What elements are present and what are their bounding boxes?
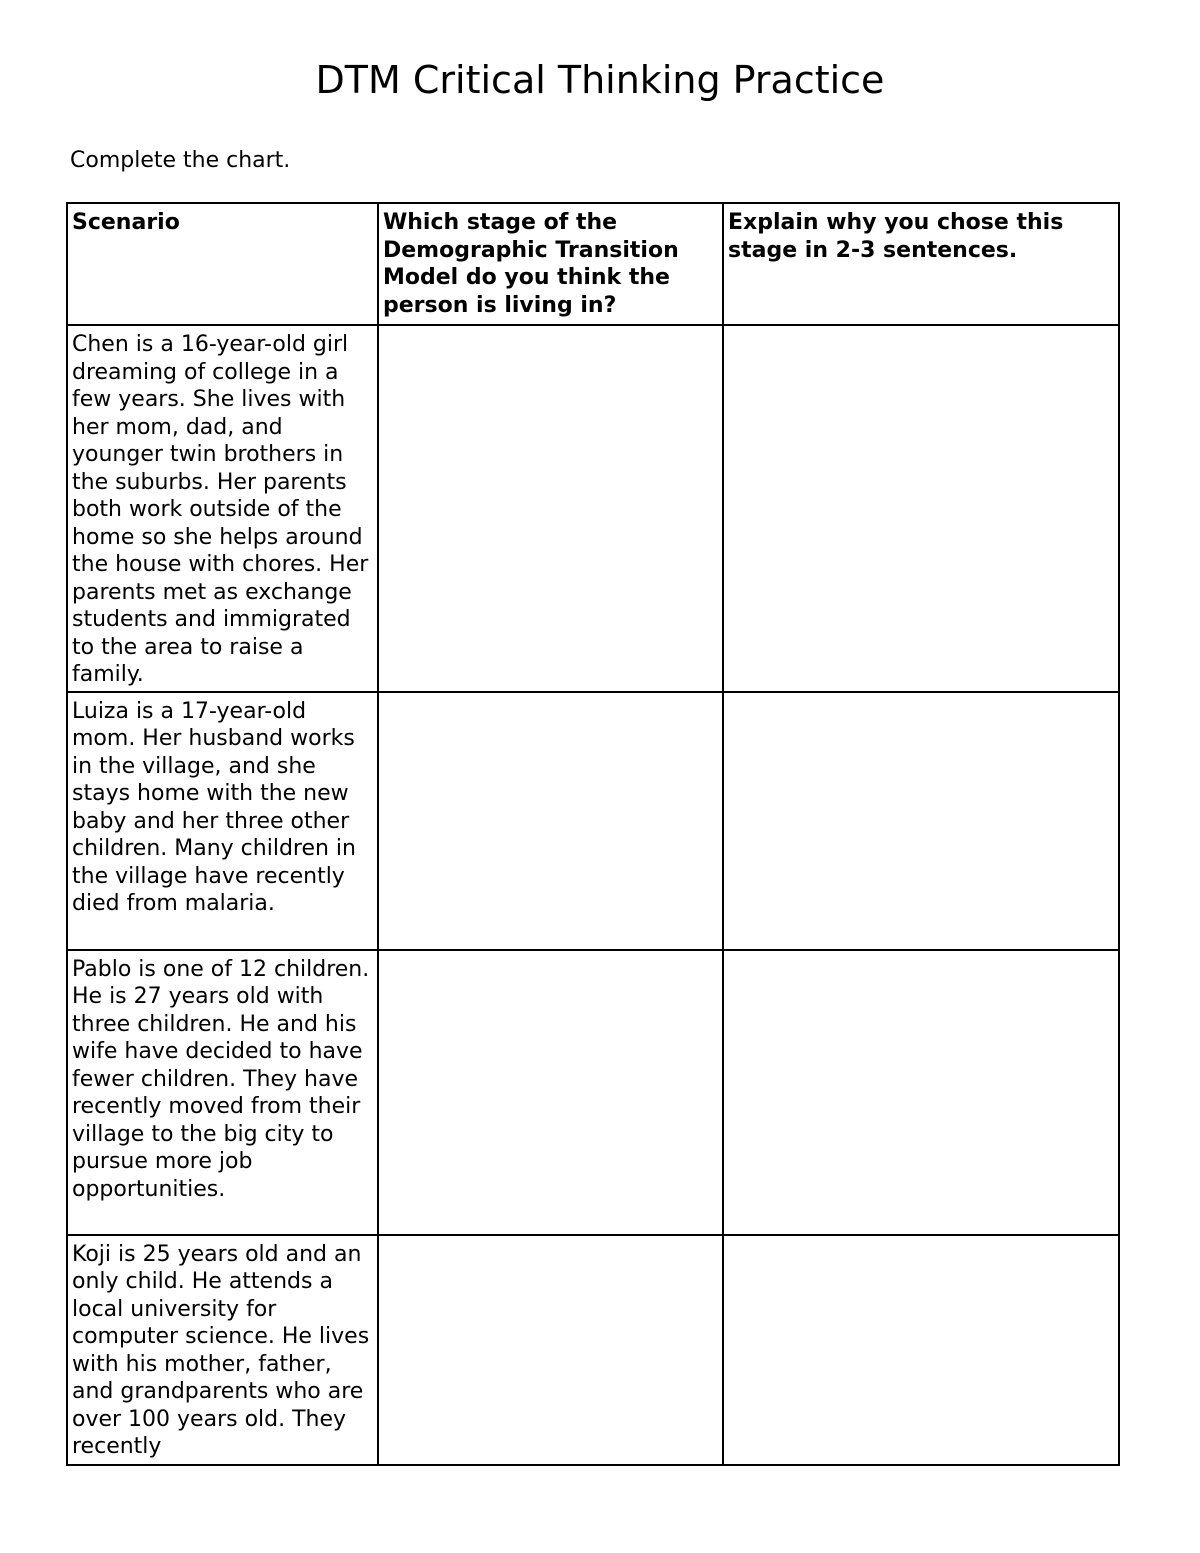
header-scenario: Scenario <box>67 203 378 325</box>
scenario-cell-pablo: Pablo is one of 12 children. He is 27 years old with three children. He and his wife have decided to have fewer children. They have recently moved from their village to the big city to pursue more job opportunities. <box>67 950 378 1235</box>
stage-answer-cell[interactable] <box>378 1235 723 1465</box>
page-title: DTM Critical Thinking Practice <box>315 58 885 102</box>
header-explain: Explain why you chose this stage in 2-3 sentences. <box>723 203 1119 325</box>
explain-answer-cell[interactable] <box>723 950 1119 1235</box>
instructions-text: Complete the chart. <box>70 148 291 173</box>
stage-answer-cell[interactable] <box>378 950 723 1235</box>
table-row <box>67 325 1119 692</box>
stage-answer-cell[interactable] <box>378 325 723 692</box>
table-header-row <box>67 203 1119 325</box>
scenario-cell-koji: Koji is 25 years old and an only child. He attends a local university for computer science. He lives with his mother, father, and grandparents who are over 100 years old. They recently <box>67 1235 378 1465</box>
table-row <box>67 1235 1119 1465</box>
stage-answer-cell[interactable] <box>378 692 723 950</box>
scenario-cell-chen: Chen is a 16-year-old girl dreaming of college in a few years. She lives with her mom, dad, and younger twin brothers in the suburbs. Her parents both work outside of the home so she helps around the house with chores. Her parents met as exchange students and immigrated to the area to raise a family. <box>67 325 378 692</box>
explain-answer-cell[interactable] <box>723 1235 1119 1465</box>
dtm-chart-table <box>66 202 1120 1466</box>
scenario-cell-luiza: Luiza is a 17-year-old mom. Her husband works in the village, and she stays home with the new baby and her three other children. Many children in the village have recently died from malaria. <box>67 692 378 950</box>
explain-answer-cell[interactable] <box>723 692 1119 950</box>
table-row <box>67 950 1119 1235</box>
explain-answer-cell[interactable] <box>723 325 1119 692</box>
header-stage: Which stage of the Demographic Transition Model do you think the person is living in? <box>378 203 723 325</box>
table-row <box>67 692 1119 950</box>
